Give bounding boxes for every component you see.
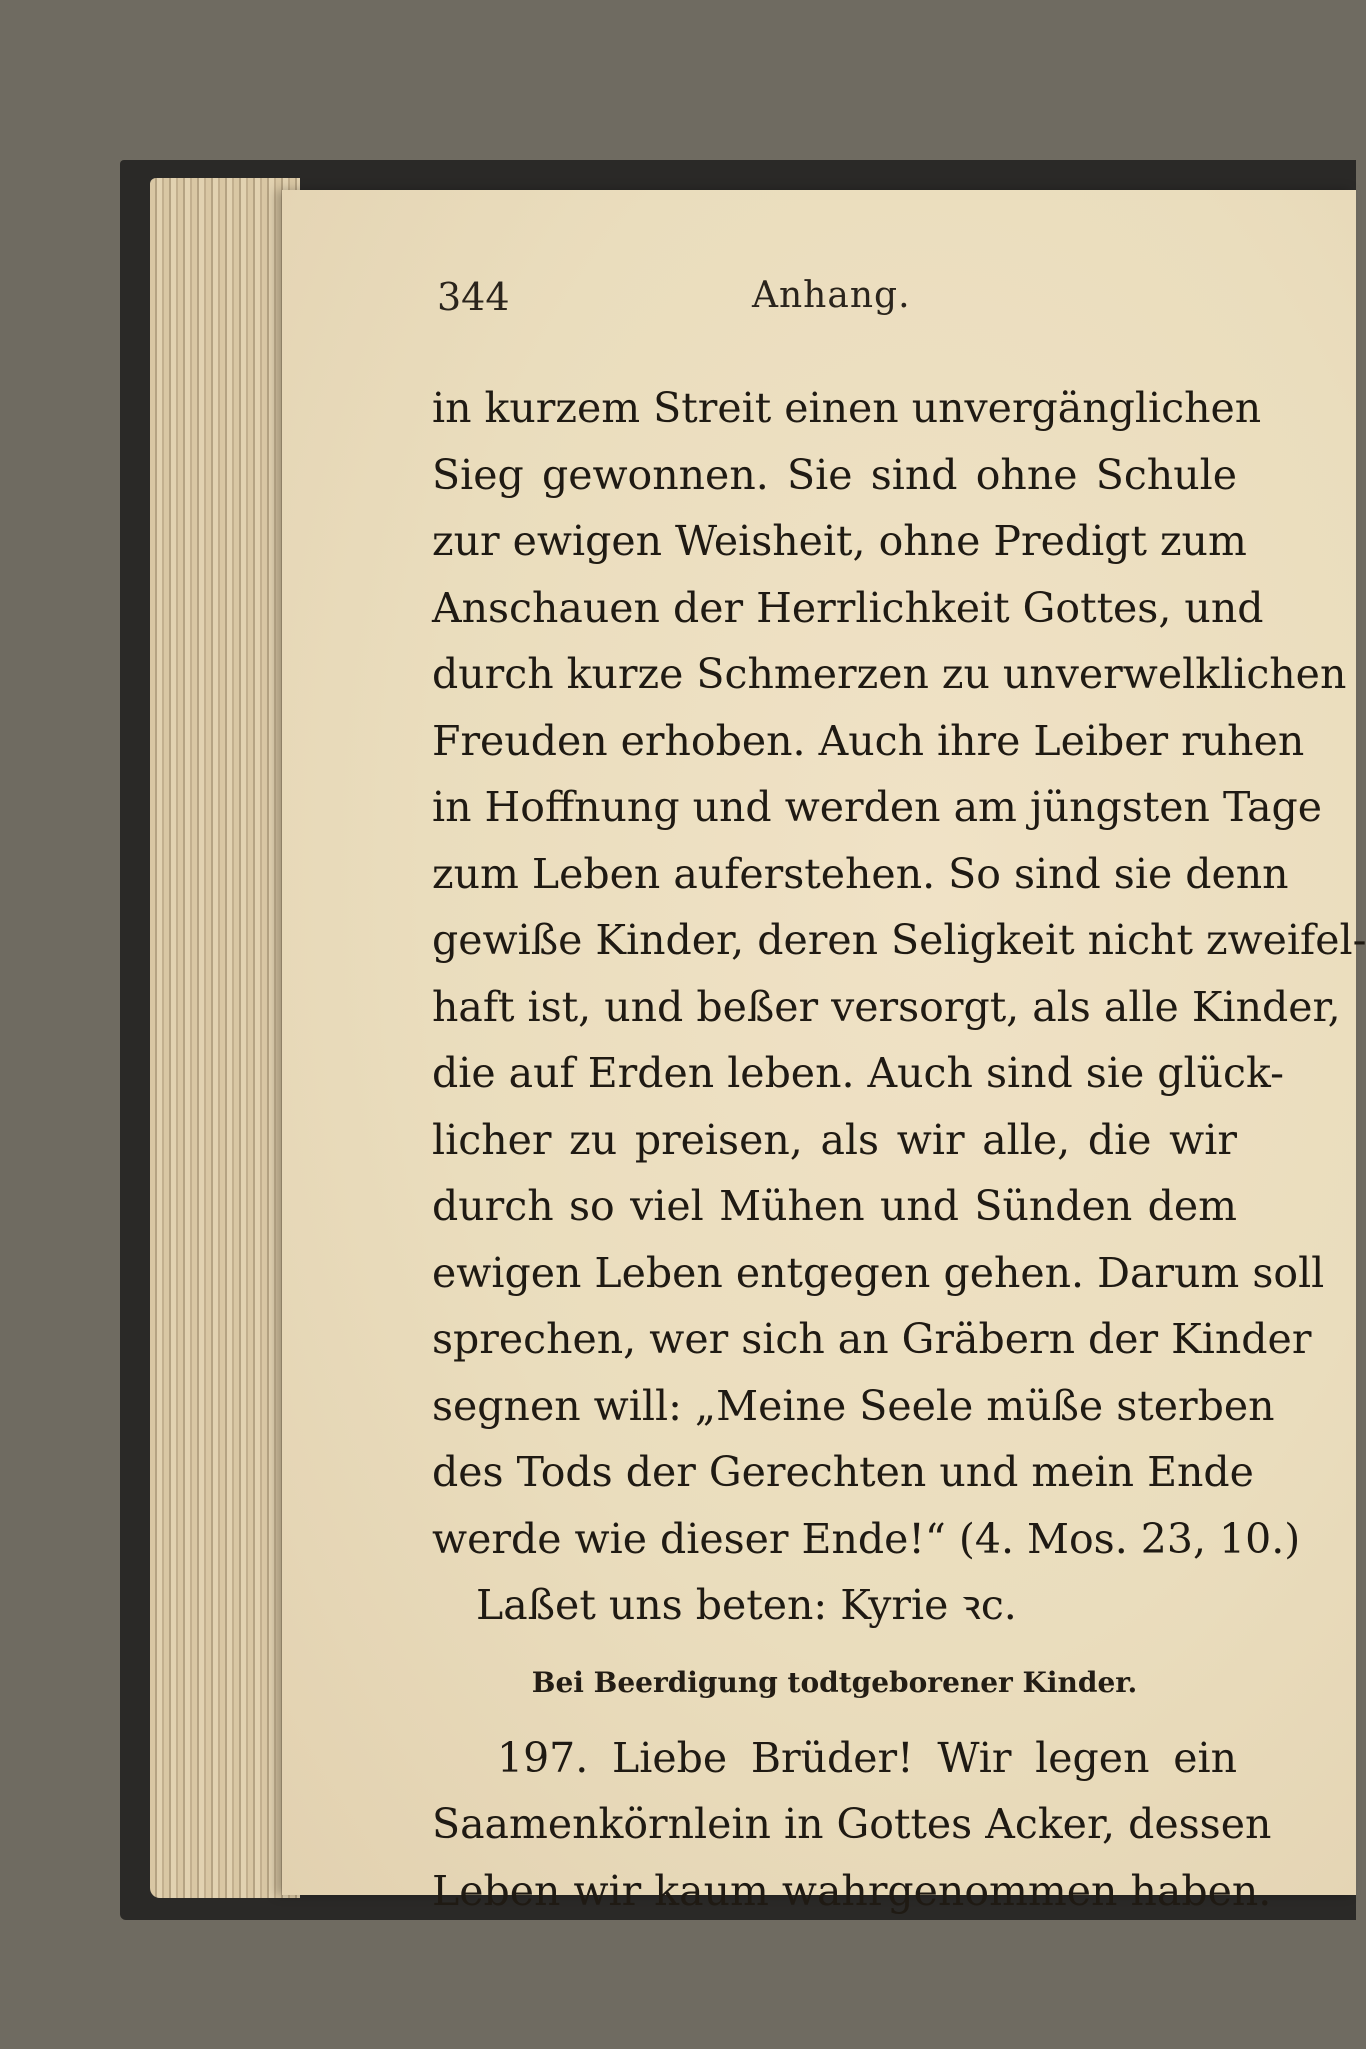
running-head: Anhang.	[752, 275, 911, 316]
text-line: ewigen Leben entgegen gehen. Darum soll	[432, 1248, 1325, 1297]
text-line: werde wie dieser Ende!“ (4. Mos. 23, 10.)	[432, 1514, 1301, 1563]
book-page	[282, 190, 1366, 1915]
text-line: in kurzem Streit einen unvergänglichen	[432, 384, 1262, 432]
text-line: licher zu preisen, als wir alle, die wir	[432, 1115, 1237, 1164]
closing-line: Laßet uns beten: Kyrie ꝛc.	[476, 1581, 1017, 1629]
text-line: haft ist, und beßer versorgt, als alle Kinder,	[432, 982, 1341, 1031]
text-block	[432, 375, 1366, 1924]
text-line: 197. Liebe Brüder! Wir legen ein	[497, 1733, 1237, 1782]
text-line: zum Leben auferstehen. So sind sie denn	[432, 849, 1289, 898]
text-line: Leben wir kaum wahrgenommen haben.	[432, 1866, 1272, 1915]
text-line: in Hoffnung und werden am jüngsten Tage	[432, 783, 1323, 831]
section-heading: Bei Beerdigung todtgeborener Kinder.	[531, 1665, 1138, 1699]
text-line: die auf Erden leben. Auch sind sie glück-	[432, 1049, 1284, 1097]
text-line: Anschauen der Herrlichkeit Gottes, und	[432, 583, 1264, 632]
text-line: durch kurze Schmerzen zu unverwelklichen	[432, 650, 1347, 698]
text-line: Freuden erhoben. Auch ihre Leiber ruhen	[432, 716, 1305, 765]
text-line: Saamenkörnlein in Gottes Acker, dessen	[432, 1800, 1272, 1848]
text-line: gewiße Kinder, deren Seligkeit nicht zweifel-	[432, 916, 1366, 964]
text-line: segnen will: „Meine Seele müße sterben	[432, 1381, 1275, 1430]
text-line: zur ewigen Weisheit, ohne Predigt zum	[432, 517, 1247, 565]
text-line: Sieg gewonnen. Sie sind ohne Schule	[432, 450, 1237, 499]
text-line: sprechen, wer sich an Gräbern der Kinder	[432, 1315, 1312, 1363]
page-edges	[150, 178, 300, 1898]
text-line: des Tods der Gerechten und mein Ende	[432, 1448, 1254, 1496]
page-number: 344	[437, 275, 510, 319]
text-line: durch so viel Mühen und Sünden dem	[432, 1182, 1237, 1230]
page-header	[282, 275, 1356, 335]
